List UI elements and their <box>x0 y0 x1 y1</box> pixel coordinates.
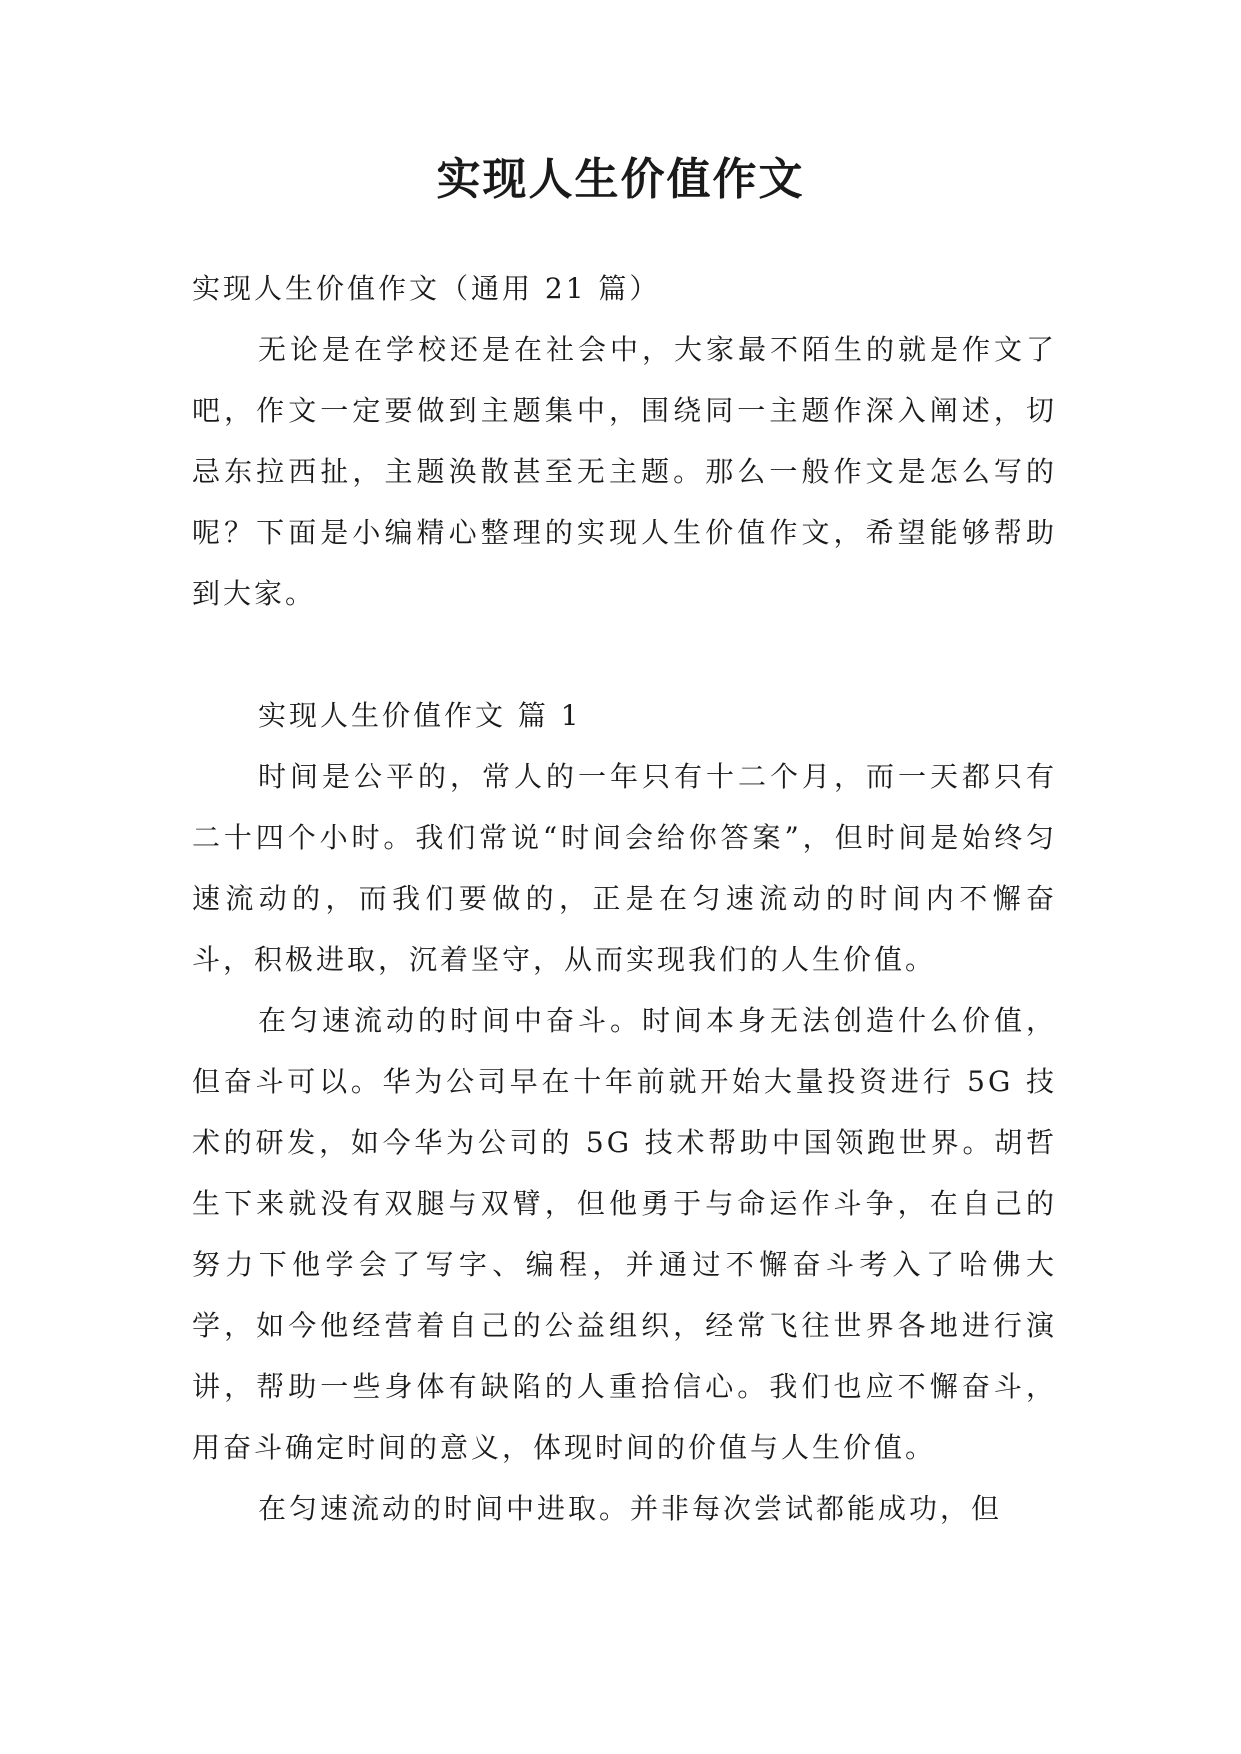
body-paragraph: 在匀速流动的时间中进取。并非每次尝试都能成功，但 <box>258 1492 1003 1525</box>
section-heading: 实现人生价值作文 篇 1 <box>258 699 582 732</box>
body-paragraph: 时间是公平的，常人的一年只有十二个月，而一天都只有二十四个小时。我们常说“时间会给你答案”，但时间是始终匀速流动的，而我们要做的，正是在匀速流动的时间内不懈奋斗，积极进取，沉着坚守，从而实现我们的人生价值。 <box>192 760 1057 976</box>
document-body <box>192 258 1057 1539</box>
body-paragraph: 在匀速流动的时间中奋斗。时间本身无法创造什么价值，但奋斗可以。华为公司早在十年前就开始大量投资进行 5G 技术的研发，如今华为公司的 5G 技术帮助中国领跑世界。胡哲生下来就没有双腿与双臂，但他勇于与命运作斗争，在自己的努力下他学会了写字、编程，并通过不懈奋斗考入了哈佛大学，如今他经营着自己的公益组织，经常飞往世界各地进行演讲，帮助一些身体有缺陷的人重拾信心。我们也应不懈奋斗，用奋斗确定时间的意义，体现时间的价值与人生价值。 <box>192 1004 1057 1464</box>
page-title: 实现人生价值作文 <box>436 154 805 205</box>
intro-paragraph: 无论是在学校还是在社会中，大家最不陌生的就是作文了吧，作文一定要做到主题集中，围绕同一主题作深入阐述，切忌东拉西扯，主题涣散甚至无主题。那么一般作文是怎么写的呢？下面是小编精心整理的实现人生价值作文，希望能够帮助到大家。 <box>192 333 1057 610</box>
document-subtitle: 实现人生价值作文（通用 21 篇） <box>192 272 661 305</box>
paragraph-spacer <box>192 624 1057 685</box>
